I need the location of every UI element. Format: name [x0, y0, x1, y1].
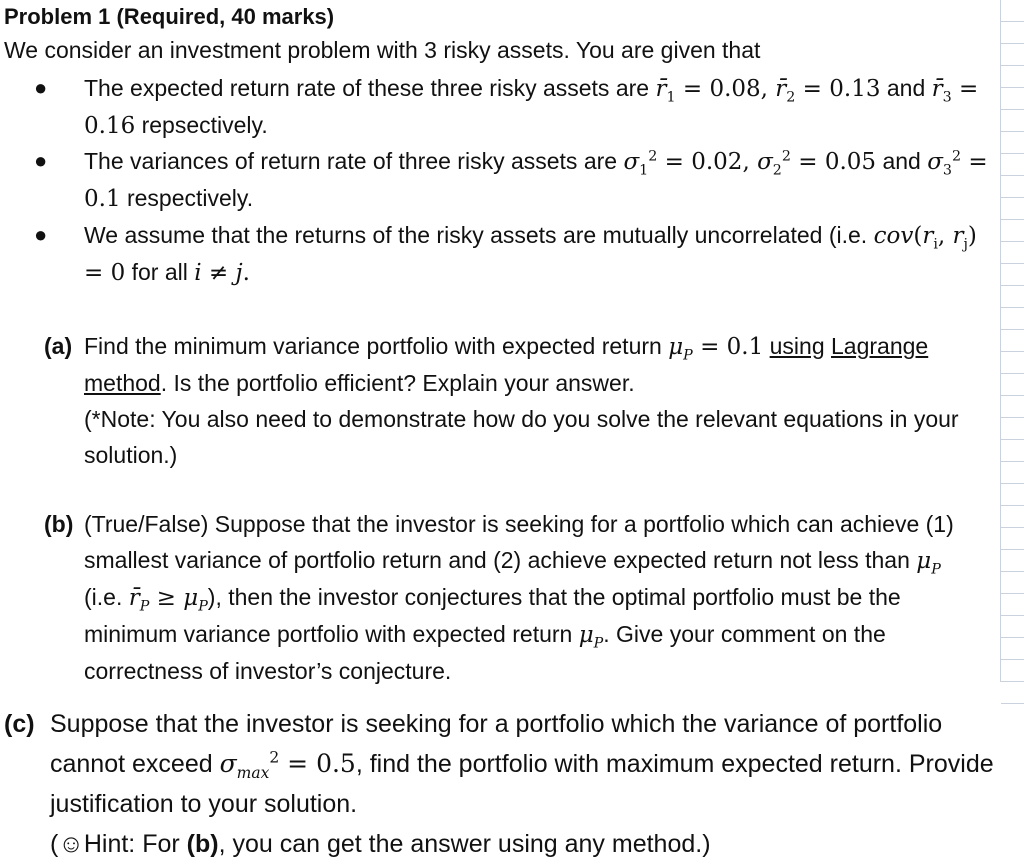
- bullet-expected-returns: The expected return rate of these three risky assets are $r̄_1 = 0.08$, $r̄_2 = 0.13$ and $r̄_3 = 0.16$ repsectively.: [84, 75, 979, 139]
- notebook-margin-lines: [1000, 0, 1024, 682]
- part-c-label: (c): [4, 710, 35, 738]
- bullet-variances: The variances of return rate of three risky assets are $\sigma_1^2 = 0.02$, $\sigma_2^2 = 0.05$ and $\sigma_3^2 = 0.1$ respectively.: [84, 148, 988, 212]
- part-a-label: (a): [44, 333, 73, 359]
- part-b-text: (True/False) Suppose that the investor is seeking for a portfolio which can achieve (1) smallest variance of portfolio return and (2) achieve expected return not less than $\mu_P$ (i.e. $r̄_P \ge \mu_P$), then the investor conjectures that the optimal portfolio must be the minimum variance portfolio with expected return $\mu_P$. Give your comment on the correctness of investor’s conjecture.: [84, 511, 954, 684]
- bullet-marker: ●: [34, 148, 48, 173]
- problem-title: Problem 1 (Required, 40 marks): [4, 4, 335, 29]
- bullet-marker: ●: [34, 222, 48, 247]
- intro-text: We consider an investment problem with 3 risky assets. You are given that: [4, 37, 761, 63]
- part-b-label: (b): [44, 511, 74, 537]
- part-c-text: Suppose that the investor is seeking for a portfolio which the variance of portfolio cannot exceed $\sigma_{max}^2 = 0.5$, find the portfolio with maximum expected return. Provide justification to your solution. (☺Hint: For (b), you can get the answer using any method.): [50, 710, 994, 858]
- part-a-text: Find the minimum variance portfolio with expected return $\mu_P = 0.1$ using Lagrange method. Is the portfolio efficient? Explain your answer. (*Note: You also need to demonstrate how do you solve the relevant equations in your solution.): [84, 333, 959, 468]
- bullet-marker: ●: [34, 75, 48, 100]
- bullet-uncorrelated: We assume that the returns of the risky assets are mutually uncorrelated (i.e. $cov(r_i$, $r_j) = 0$ for all i ≠ j.: [84, 222, 977, 286]
